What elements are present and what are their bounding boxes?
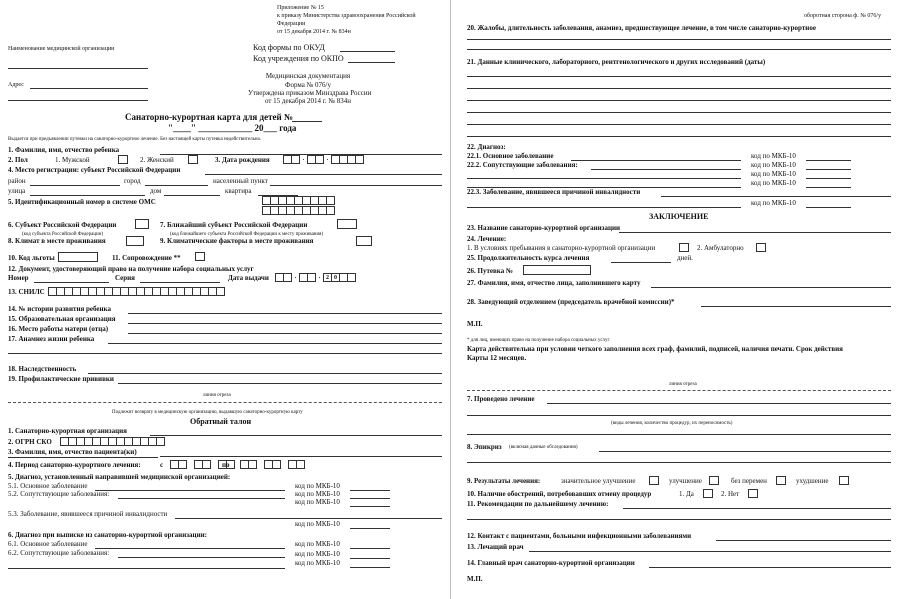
r22-1-mkb-label: код по МКБ-10 bbox=[751, 152, 796, 160]
coupon-1-label: 1. Санаторно-курортная организация bbox=[8, 427, 127, 435]
gorod-label: город bbox=[124, 177, 141, 185]
coupon-title: Обратный талон bbox=[190, 417, 252, 426]
okpo-field[interactable] bbox=[348, 62, 395, 63]
field-20-label: 20. Жалобы, длительность заболевания, анамнез, предшествующее лечение, в том числе санаторно-курортное bbox=[467, 24, 816, 32]
stamp-place-label-2: М.П. bbox=[467, 575, 483, 583]
coupon-6-2b-mkb-field[interactable] bbox=[350, 567, 390, 568]
climate-box[interactable] bbox=[126, 236, 144, 246]
coupon-patient-line-2[interactable] bbox=[8, 457, 158, 458]
appendix-line-2: к приказу Министерства здравоохранения Российской bbox=[277, 13, 416, 19]
doc-line-3: Утверждена приказом Минздрава России bbox=[248, 89, 372, 97]
recommendations-field[interactable] bbox=[623, 508, 891, 509]
field-7-note: (код ближайшего субъекта Российской Федерации к месту проживания) bbox=[170, 232, 324, 237]
doc-number-field[interactable] bbox=[34, 282, 109, 283]
address-label: Адрес bbox=[8, 82, 24, 88]
sex-male-label: 1. Мужской bbox=[55, 156, 90, 164]
epicrisis-line-2[interactable] bbox=[467, 462, 891, 463]
coupon-6-2b-mkb-label: код по МКБ-10 bbox=[295, 559, 340, 567]
coupon-6-label: 6. Диагноз при выписке из санаторно-курортной организации: bbox=[8, 531, 207, 539]
dom-label: дом bbox=[150, 187, 162, 195]
reverse-side-label: оборотная сторона ф. № 076/у bbox=[804, 13, 882, 19]
field-17-label: 17. Анамнез жизни ребенка bbox=[8, 335, 95, 343]
r22-2c-mkb-field[interactable] bbox=[806, 187, 851, 188]
coupon-11-label: 11. Рекомендации по дальнейшему лечению: bbox=[467, 500, 609, 508]
head-department-field[interactable] bbox=[701, 306, 891, 307]
kv-label: квартира bbox=[225, 187, 252, 195]
r22-3-mkb-label: код по МКБ-10 bbox=[751, 199, 796, 207]
org-name-line bbox=[8, 68, 148, 69]
field-22-1-label: 22.1. Основное заболевание bbox=[467, 152, 554, 160]
sex-female-label: 2. Женский bbox=[140, 156, 174, 164]
coupon-6-1-mkb-field[interactable] bbox=[350, 548, 390, 549]
validity-line-2: Карты 12 месяцев. bbox=[467, 354, 527, 362]
field-28-label: 28. Заведующий отделением (председатель врачебной комиссии)* bbox=[467, 298, 675, 306]
field-15-label: 15. Образовательная организация bbox=[8, 315, 116, 323]
return-note: Подлежит возврату в медицинскую организацию, выдавшую санаторно-курортную карту bbox=[112, 410, 303, 415]
field-25-label: 25. Продолжительность курса лечения bbox=[467, 254, 590, 262]
treatment-stay-label: 1. В условиях пребывания в санаторно-курортной организации bbox=[467, 244, 656, 252]
research-line-6[interactable] bbox=[467, 136, 891, 137]
research-line-4[interactable] bbox=[467, 112, 891, 113]
coupon-5-2-mkb-label: код по МКБ-10 bbox=[295, 490, 340, 498]
ulica-field[interactable] bbox=[30, 195, 145, 196]
coupon-13-label: 13. Лечащий врач bbox=[467, 543, 524, 551]
sex-male-checkbox[interactable] bbox=[118, 155, 128, 164]
coupon-5-3-label: 5.3. Заболевание, явившееся причиной инвалидности bbox=[8, 510, 168, 518]
anamnesis-line-2[interactable] bbox=[8, 353, 442, 354]
rayon-field[interactable] bbox=[30, 185, 120, 186]
coupon-9-label: 9. Результаты лечения: bbox=[467, 477, 541, 485]
coupon-org-field[interactable] bbox=[150, 435, 442, 436]
validity-line-1: Карта действительна при условии четкого заполнения всех граф, фамилий, подписей, наличия печати. Срок действия bbox=[467, 345, 843, 353]
r22-2c-mkb-label: код по МКБ-10 bbox=[751, 179, 796, 187]
field-22-label: 22. Диагноз: bbox=[467, 143, 506, 151]
field-6-note: (код субъекта Российской Федерации) bbox=[22, 232, 104, 237]
doc-date-label: Дата выдачи bbox=[228, 274, 269, 282]
region-code-box[interactable] bbox=[135, 219, 149, 229]
doc-line-2: Форма № 076/у bbox=[284, 81, 332, 89]
address-line bbox=[30, 88, 148, 89]
research-line-2[interactable] bbox=[467, 88, 891, 89]
r22-2b-mkb-label: код по МКБ-10 bbox=[751, 170, 796, 178]
exacerbation-yes-label: 1. Да bbox=[679, 490, 694, 498]
field-3-label: 3. Дата рождения bbox=[215, 156, 270, 164]
okpo-label: Код учреждения по ОКПО bbox=[253, 54, 344, 63]
disability-disease-line-2[interactable] bbox=[467, 207, 741, 208]
coupon-patient-field[interactable] bbox=[160, 456, 442, 457]
coupon-10-label: 10. Наличие обострений, потребовавших отмену процедур bbox=[467, 490, 652, 498]
oms-cells-row2[interactable] bbox=[262, 206, 334, 215]
field-26-label: 26. Путевка № bbox=[467, 267, 513, 275]
field-27-label: 27. Фамилия, имя, отчество лица, заполнившего карту bbox=[467, 279, 641, 287]
coupon-4-label: 4. Период санаторно-курортного лечения: bbox=[8, 461, 141, 469]
coupon-6-2-label: 6.2. Сопутствующие заболевания: bbox=[8, 549, 110, 557]
result-worse-label: ухудшение bbox=[796, 477, 829, 485]
sanatorium-name-field[interactable] bbox=[619, 232, 891, 233]
research-line-5[interactable] bbox=[467, 124, 891, 125]
field-18-label: 18. Наследственность bbox=[8, 365, 77, 373]
result-unchanged-label: без перемен bbox=[731, 477, 767, 485]
field-24-label: 24. Лечение: bbox=[467, 235, 507, 243]
coupon-2-label: 2. ОГРН СКО bbox=[8, 438, 52, 446]
coupon-6-1-field[interactable] bbox=[95, 548, 285, 549]
exacerbation-no-label: 2. Нет bbox=[721, 490, 740, 498]
appendix-line-3: Федерации bbox=[277, 21, 306, 27]
field-6-label: 6. Субъект Российской Федерации bbox=[8, 221, 117, 229]
exacerbation-yes-checkbox[interactable] bbox=[703, 489, 713, 498]
doc-series-field[interactable] bbox=[140, 282, 220, 283]
punkt-label: населенный пункт bbox=[213, 177, 268, 185]
ogrn-cells[interactable] bbox=[60, 437, 164, 446]
coupon-8-note: (включая данные обследования) bbox=[509, 445, 578, 450]
r22-2b-mkb-field[interactable] bbox=[806, 178, 851, 179]
vaccinations-field[interactable] bbox=[118, 383, 442, 384]
address-line-2 bbox=[8, 100, 148, 101]
stamp-place-label: М.П. bbox=[467, 320, 483, 328]
field-1-label: 1. Фамилия, имя, отчество ребенка bbox=[8, 146, 120, 154]
coupon-5-label: 5. Диагноз, установленный направившей медицинской организацией: bbox=[8, 473, 231, 481]
course-duration-days: дней. bbox=[677, 254, 693, 262]
period-from-label: с bbox=[160, 461, 164, 469]
r22-3-mkb-field[interactable] bbox=[806, 207, 851, 208]
okud-field[interactable] bbox=[340, 51, 395, 52]
coupon-5-1-mkb-field[interactable] bbox=[350, 490, 390, 491]
field-19-label: 19. Профилактические прививки bbox=[8, 375, 114, 383]
coupon-12-label: 12. Контакт с пациентами, больными инфекционными заболеваниями bbox=[467, 532, 692, 540]
okud-label: Код формы по ОКУД bbox=[253, 43, 325, 52]
field-14-label: 14. № истории развития ребенка bbox=[8, 305, 111, 313]
heredity-field[interactable] bbox=[88, 373, 442, 374]
field-7-label: 7. Ближайший субъект Российской Федерации bbox=[160, 221, 308, 229]
concomitant-disease-field[interactable] bbox=[591, 169, 741, 170]
card-number-field[interactable] bbox=[292, 121, 322, 122]
punkt-field[interactable] bbox=[270, 185, 442, 186]
coupon-6-2-mkb-label: код по МКБ-10 bbox=[295, 550, 340, 558]
coupon-6-1-label: 6.1. Основное заболевание bbox=[8, 540, 88, 548]
field-12-label: 12. Документ, удостоверяющий право на получение набора социальных услуг bbox=[8, 265, 254, 273]
cut-line-label-right: линия отреза bbox=[669, 382, 697, 387]
coupon-5-2b-mkb-field[interactable] bbox=[350, 506, 390, 507]
coupon-6-2b-field[interactable] bbox=[8, 568, 285, 569]
coupon-5-1-mkb-label: код по МКБ-10 bbox=[295, 482, 340, 490]
appendix-line-1: Приложение № 15 bbox=[277, 5, 324, 11]
gorod-field[interactable] bbox=[145, 185, 208, 186]
concomitant-disease-line-2[interactable] bbox=[467, 178, 741, 179]
doc-line-4: от 15 декабря 2014 г. № 834н bbox=[264, 97, 352, 105]
field-21-label: 21. Данные клинического, лабораторного, рентгенологического и других исследований (даты) bbox=[467, 58, 766, 66]
region-field[interactable] bbox=[205, 174, 442, 175]
cut-line-right bbox=[467, 390, 891, 391]
field-8-label: 8. Климат в месте проживания bbox=[8, 237, 106, 245]
ulica-label: улица bbox=[8, 187, 26, 195]
research-line-1[interactable] bbox=[467, 76, 891, 77]
issued-note: Выдается при предъявлении путевки на санаторно-курортное лечение. Без настоящей карты путевка недействительна. bbox=[8, 137, 261, 142]
coupon-5-3-field[interactable] bbox=[175, 518, 442, 519]
field-22-2-label: 22.2. Сопутствующие заболевания: bbox=[467, 161, 578, 169]
coupon-6-2-field[interactable] bbox=[118, 557, 285, 558]
coupon-5-1-field[interactable] bbox=[95, 490, 285, 491]
oms-cells-row1[interactable] bbox=[262, 196, 334, 205]
result-improved-label: улучшение bbox=[669, 477, 702, 485]
field-16-label: 16. Место работы матери (отца) bbox=[8, 325, 109, 333]
result-significant-label: значительное улучшение bbox=[561, 477, 636, 485]
treatment-done-line-3[interactable] bbox=[467, 434, 891, 435]
r22-2-mkb-label: код по МКБ-10 bbox=[751, 161, 796, 169]
field-22-3-label: 22.3. Заболевание, явившееся причиной инвалидности bbox=[467, 188, 641, 196]
treatment-outpatient-label: 2. Амбулаторно bbox=[697, 244, 744, 252]
period-to-label: по bbox=[222, 461, 230, 469]
doc-number-label: Номер bbox=[8, 274, 29, 282]
main-disease-field[interactable] bbox=[571, 160, 741, 161]
conclusion-title: ЗАКЛЮЧЕНИЕ bbox=[649, 212, 709, 221]
parent-work-field[interactable] bbox=[128, 333, 442, 334]
coupon-5-1-label: 5.1. Основное заболевание bbox=[8, 482, 88, 490]
dom-field[interactable] bbox=[164, 195, 220, 196]
coupon-7-label: 7. Проведено лечение bbox=[467, 395, 535, 403]
field-4-label: 4. Место регистрации: субъект Российской Федерации bbox=[8, 166, 181, 174]
complaints-line-2[interactable] bbox=[467, 49, 891, 50]
disability-disease-field[interactable] bbox=[661, 196, 891, 197]
result-worse-checkbox[interactable] bbox=[839, 476, 849, 485]
coupon-5-2-mkb-field[interactable] bbox=[350, 498, 390, 499]
coupon-7-note: (виды лечения, количество процедур, их переносимость) bbox=[611, 421, 733, 426]
benefit-code-box[interactable] bbox=[58, 252, 98, 262]
result-significant-checkbox[interactable] bbox=[649, 476, 659, 485]
cut-line-label: линия отреза bbox=[203, 393, 231, 398]
r22-1-mkb-field[interactable] bbox=[806, 160, 851, 161]
course-duration-field[interactable] bbox=[611, 262, 671, 263]
school-field[interactable] bbox=[128, 323, 442, 324]
footnote: * для лиц, имеющих право на получение набора социальных услуг bbox=[467, 338, 610, 343]
attending-doctor-field[interactable] bbox=[529, 551, 891, 552]
form-back-page bbox=[450, 0, 900, 599]
treatment-done-line-2[interactable] bbox=[467, 415, 891, 416]
cut-line bbox=[8, 402, 442, 403]
coupon-14-label: 14. Главный врач санаторно-курортной организации bbox=[467, 559, 635, 567]
nearest-region-code-box[interactable] bbox=[337, 219, 357, 229]
rayon-label: район bbox=[8, 177, 26, 185]
doc-line-1: Медицинская документация bbox=[265, 72, 351, 80]
voucher-number-box[interactable] bbox=[523, 265, 591, 275]
form-date-line: "____" ____________ 20___ года bbox=[168, 123, 297, 133]
treatment-stay-checkbox[interactable] bbox=[679, 243, 689, 252]
exacerbation-no-checkbox[interactable] bbox=[748, 489, 758, 498]
r22-2-mkb-field[interactable] bbox=[806, 169, 851, 170]
field-13-label: 13. СНИЛС bbox=[8, 288, 45, 296]
anamnesis-field[interactable] bbox=[108, 343, 442, 344]
field-23-label: 23. Название санаторно-курортной организации bbox=[467, 224, 621, 232]
coupon-8-label: 8. Эпикриз bbox=[467, 443, 502, 451]
infectious-contact-field[interactable] bbox=[716, 540, 891, 541]
coupon-3-label: 3. Фамилия, имя, отчество пациента(ки) bbox=[8, 448, 137, 456]
appendix-line-4: от 15 декабря 2014 г. № 834н bbox=[277, 29, 351, 35]
field-2-label: 2. Пол bbox=[8, 156, 28, 164]
field-11-label: 11. Сопровождение ** bbox=[112, 254, 181, 262]
sex-female-checkbox[interactable] bbox=[188, 155, 198, 164]
field-9-label: 9. Климатические факторы в месте проживания bbox=[160, 237, 314, 245]
complaints-line-1[interactable] bbox=[467, 39, 891, 40]
history-number-field[interactable] bbox=[128, 313, 442, 314]
research-line-3[interactable] bbox=[467, 100, 891, 101]
period-to-cells[interactable] bbox=[240, 460, 304, 469]
epicrisis-field[interactable] bbox=[599, 451, 891, 452]
recommendations-line-2[interactable] bbox=[467, 519, 891, 520]
coupon-5-3-mkb-field[interactable] bbox=[350, 528, 390, 529]
birth-date-cells[interactable]: . . bbox=[283, 155, 363, 164]
form-title: Санаторно-курортная карта для детей № bbox=[125, 112, 293, 122]
field-5-label: 5. Идентификационный номер в системе ОМС bbox=[8, 198, 156, 206]
escort-checkbox[interactable] bbox=[195, 252, 205, 261]
org-name-label: Наименование медицинской организации bbox=[8, 46, 115, 52]
result-improved-checkbox[interactable] bbox=[709, 476, 719, 485]
result-unchanged-checkbox[interactable] bbox=[776, 476, 786, 485]
filled-by-field[interactable] bbox=[651, 287, 891, 288]
chief-doctor-field[interactable] bbox=[649, 567, 891, 568]
coupon-5-2-label: 5.2. Сопутствующие заболевания: bbox=[8, 490, 110, 498]
coupon-6-2-mkb-field[interactable] bbox=[350, 558, 390, 559]
treatment-done-field[interactable] bbox=[547, 403, 891, 404]
coupon-5-2-field[interactable] bbox=[118, 498, 285, 499]
treatment-outpatient-checkbox[interactable] bbox=[756, 243, 766, 252]
coupon-5-2b-mkb-label: код по МКБ-10 bbox=[295, 498, 340, 506]
coupon-5-3-mkb-label: код по МКБ-10 bbox=[295, 520, 340, 528]
doc-date-cells[interactable]: . . 2 0 bbox=[275, 273, 355, 282]
doc-series-label: Серия bbox=[115, 274, 135, 282]
snils-cells[interactable] bbox=[48, 287, 224, 296]
climate-factors-box[interactable] bbox=[356, 236, 372, 246]
field-10-label: 10. Код льготы bbox=[8, 254, 55, 262]
coupon-6-1-mkb-label: код по МКБ-10 bbox=[295, 540, 340, 548]
